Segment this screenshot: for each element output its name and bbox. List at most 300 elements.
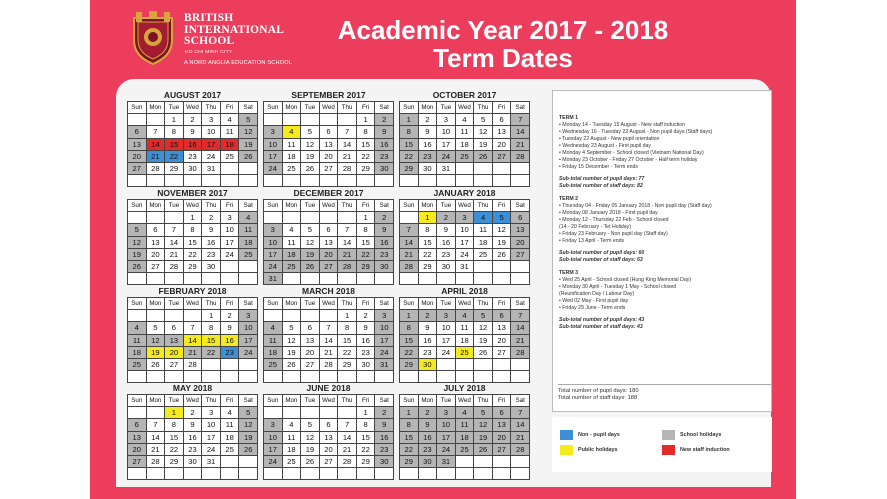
calendar-empty-cell [511,359,529,370]
calendar-empty-cell [419,175,437,186]
calendar-day: 29 [184,261,202,272]
calendar-day: 11 [128,335,146,346]
weekday-header: Fri [221,200,239,211]
school-crest-icon [128,10,178,66]
calendar-empty-cell [474,456,492,467]
calendar-day: 12 [147,335,165,346]
calendar-day: 6 [320,224,338,235]
calendar-day: 28 [165,261,183,272]
calendar-empty-cell [456,371,474,382]
calendar-day: 21 [147,444,165,455]
calendar-day: 20 [511,237,529,248]
calendar-day: 27 [320,456,338,467]
calendar-day: 12 [301,237,319,248]
calendar-day: 6 [493,407,511,418]
calendar-day: 22 [184,249,202,260]
calendar-empty-cell [320,407,338,418]
month-grid [127,101,258,187]
term-subtotal: Sub-total number of staff days: 43 [559,324,643,330]
calendar-empty-cell [147,310,165,321]
weekday-header: Sat [511,298,529,309]
weekday-header: Thu [474,200,492,211]
calendar-empty-cell [264,114,282,125]
month-title: JULY 2018 [443,383,486,393]
weekday-header: Sun [400,102,418,113]
weekday-header: Mon [283,200,301,211]
calendar-day: 11 [456,322,474,333]
calendar-day: 9 [375,224,393,235]
calendar-empty-cell [493,273,511,284]
calendar-day: 16 [419,139,437,150]
term-item [559,291,764,298]
calendar-day: 2 [375,114,393,125]
calendar-empty-cell [437,359,455,370]
month-title: DECEMBER 2017 [293,188,364,198]
calendar-day: 11 [239,224,257,235]
month-calendar [263,286,394,383]
weekday-header: Sun [400,200,418,211]
calendar-day: 10 [264,237,282,248]
calendar-empty-cell [147,371,165,382]
calendar-empty-cell [320,468,338,479]
calendar-day: 5 [474,310,492,321]
weekday-header: Mon [419,395,437,406]
weekday-header: Sat [239,102,257,113]
calendar-day: 28 [400,261,418,272]
calendar-day: 21 [400,249,418,260]
calendar-day: 30 [375,261,393,272]
calendar-empty-cell [264,468,282,479]
calendar-day: 26 [301,163,319,174]
calendar-day: 10 [437,419,455,430]
calendar-empty-cell [511,261,529,272]
calendar-day: 17 [437,139,455,150]
calendar-empty-cell [184,468,202,479]
calendar-day: 10 [264,139,282,150]
month-grid [263,199,394,285]
school-city: HO CHI MINH CITY [185,50,233,55]
calendar-day: 13 [493,126,511,137]
calendar-empty-cell [221,175,239,186]
calendar-day: 29 [165,456,183,467]
calendar-day: 29 [400,163,418,174]
calendar-empty-cell [283,175,301,186]
calendar-day: 27 [320,163,338,174]
calendar-empty-cell [419,273,437,284]
calendar-day: 26 [301,261,319,272]
calendar-day: 5 [239,407,257,418]
calendar-empty-cell [184,273,202,284]
month-calendar [263,188,394,285]
calendar-empty-cell [264,310,282,321]
calendar-empty-cell [283,273,301,284]
calendar-day: 10 [375,322,393,333]
calendar-empty-cell [493,359,511,370]
calendar-empty-cell [264,212,282,223]
calendar-day: 28 [338,163,356,174]
calendar-day: 14 [400,237,418,248]
legend-staff-induction-label: New staff induction [680,447,730,453]
calendar-day: 14 [184,335,202,346]
page-title [320,16,686,72]
calendar-day: 9 [419,322,437,333]
calendar-empty-cell [511,456,529,467]
calendar-empty-cell [338,212,356,223]
calendar-empty-cell [320,273,338,284]
calendar-day: 21 [338,444,356,455]
calendar-empty-cell [239,371,257,382]
calendar-day: 25 [474,249,492,260]
bullet-icon: • [559,210,563,216]
calendar-empty-cell [357,371,375,382]
calendar-day: 8 [202,322,220,333]
calendar-day: 10 [202,419,220,430]
calendar-day: 3 [264,224,282,235]
term-item [559,238,764,245]
calendar-day: 25 [456,151,474,162]
calendar-day: 16 [419,335,437,346]
calendar-day: 18 [456,335,474,346]
calendar-day: 9 [419,126,437,137]
calendar-day: 20 [301,347,319,358]
weekday-header: Wed [456,395,474,406]
calendar-empty-cell [239,261,257,272]
weekday-header: Tue [437,395,455,406]
calendar-day: 8 [419,224,437,235]
calendar-day: 26 [474,444,492,455]
calendar-day: 11 [283,139,301,150]
calendar-empty-cell [184,310,202,321]
calendar-day: 16 [221,335,239,346]
calendar-empty-cell [202,468,220,479]
calendar-empty-cell [456,468,474,479]
month-title: APRIL 2018 [441,286,488,296]
calendar-day: 17 [437,432,455,443]
calendar-empty-cell [320,114,338,125]
calendar-day: 27 [493,347,511,358]
weekday-header: Sat [375,298,393,309]
calendar-day: 1 [357,212,375,223]
calendar-day: 29 [400,359,418,370]
calendar-day: 30 [419,163,437,174]
calendar-day: 26 [474,151,492,162]
calendar-day: 29 [400,456,418,467]
calendar-day: 21 [184,347,202,358]
calendar-day: 19 [283,347,301,358]
calendar-day: 5 [474,407,492,418]
calendar-empty-cell [202,273,220,284]
weekday-header: Sat [375,102,393,113]
term-subtotal: Sub-total number of staff days: 82 [559,183,643,189]
calendar-day: 12 [283,335,301,346]
calendar-day: 5 [301,126,319,137]
weekday-header: Mon [147,298,165,309]
calendar-empty-cell [221,468,239,479]
calendar-day: 30 [437,261,455,272]
term-item-text: Friday 23 February - Non pupil day (Staff day) [562,231,668,237]
calendar-day: 24 [221,249,239,260]
calendar-day: 19 [474,139,492,150]
term-item [559,203,764,210]
term-item-text: Monday 23 October - Friday 27 October - Half term holiday [562,157,698,163]
calendar-day: 24 [202,151,220,162]
calendar-day: 7 [320,322,338,333]
calendar-empty-cell [221,456,239,467]
weekday-header: Thu [338,200,356,211]
legend-non-pupil-label: Non - pupil days [578,432,620,438]
calendar-day: 18 [264,347,282,358]
calendar-empty-cell [320,175,338,186]
calendar-day: 7 [338,419,356,430]
calendar-day: 25 [239,249,257,260]
calendar-day: 15 [184,237,202,248]
calendar-day: 30 [184,163,202,174]
calendar-day: 6 [128,126,146,137]
calendar-day: 26 [301,456,319,467]
calendar-empty-cell [184,371,202,382]
calendar-day: 27 [128,456,146,467]
calendar-day: 30 [202,261,220,272]
calendar-day: 19 [474,432,492,443]
calendar-day: 7 [147,126,165,137]
calendar-empty-cell [128,468,146,479]
bullet-icon: • [559,157,563,163]
weekday-header: Tue [437,200,455,211]
weekday-header: Sun [400,298,418,309]
calendar-empty-cell [493,175,511,186]
calendar-day: 18 [221,139,239,150]
calendar-day: 27 [128,163,146,174]
weekday-header: Wed [320,395,338,406]
calendar-day: 20 [320,444,338,455]
calendar-day: 27 [147,261,165,272]
calendar-day: 18 [283,249,301,260]
calendar-day: 8 [400,419,418,430]
calendar-empty-cell [165,468,183,479]
calendar-day: 7 [338,126,356,137]
weekday-header: Wed [184,298,202,309]
calendar-day: 13 [128,432,146,443]
bullet-icon: • [559,238,563,244]
calendar-day: 31 [375,359,393,370]
calendar-day: 25 [283,261,301,272]
calendar-empty-cell [165,310,183,321]
calendar-empty-cell [221,273,239,284]
calendar-day: 25 [221,151,239,162]
calendar-day: 27 [493,151,511,162]
calendar-empty-cell [264,371,282,382]
school-tagline: A NORD ANGLIA EDUCATION SCHOOL [184,60,293,66]
calendar-day: 10 [437,322,455,333]
calendar-day: 26 [128,261,146,272]
calendar-empty-cell [283,371,301,382]
calendar-empty-cell [338,175,356,186]
calendar-day: 8 [357,224,375,235]
weekday-header: Fri [493,200,511,211]
term-subtotal: Sub-total number of staff days: 63 [559,257,643,263]
calendar-day: 17 [202,139,220,150]
weekday-header: Thu [202,200,220,211]
calendar-day: 28 [338,261,356,272]
weekday-header: Wed [184,102,202,113]
calendar-day: 2 [375,212,393,223]
term-item [559,305,764,312]
school-name-line3: SCHOOL [184,35,235,47]
legend-swatch-grey [662,430,675,440]
calendar-empty-cell [437,468,455,479]
calendar-day: 21 [511,139,529,150]
weekday-header: Sun [264,200,282,211]
calendar-empty-cell [474,359,492,370]
legend-staff-induction [662,445,730,455]
calendar-day: 7 [338,224,356,235]
calendar-empty-cell [301,407,319,418]
title-line2: Term Dates [433,43,573,73]
weekday-header: Fri [357,200,375,211]
term-subtotal: Sub-total number of pupil days: 60 [559,250,645,256]
calendar-day: 30 [375,163,393,174]
calendar-day: 9 [184,419,202,430]
calendar-day: 20 [147,249,165,260]
legend [552,417,772,472]
calendar-day: 24 [202,444,220,455]
calendar-empty-cell [301,273,319,284]
calendar-day: 6 [511,212,529,223]
legend-school-holidays-label: School holidays [680,432,722,438]
calendar-empty-cell [128,407,146,418]
calendar-empty-cell [128,175,146,186]
calendar-empty-cell [147,212,165,223]
calendar-day: 27 [493,444,511,455]
calendar-day: 14 [511,322,529,333]
calendar-day: 30 [375,456,393,467]
calendar-day: 2 [202,212,220,223]
calendar-day: 11 [456,419,474,430]
calendar-day: 4 [283,419,301,430]
total-pupil-days: Total number of pupil days: 180 [558,388,639,394]
calendar-day: 3 [239,310,257,321]
weekday-header: Sat [239,200,257,211]
calendar-day: 10 [202,126,220,137]
weekday-header: Tue [301,298,319,309]
calendar-day: 2 [419,114,437,125]
calendar-empty-cell [239,359,257,370]
calendar-day: 1 [400,310,418,321]
calendar-empty-cell [456,273,474,284]
legend-swatch-yellow [560,445,573,455]
calendar-day: 11 [456,126,474,137]
calendar-day: 28 [511,444,529,455]
calendar-empty-cell [320,371,338,382]
calendar-day: 31 [456,261,474,272]
weekday-header: Tue [301,200,319,211]
month-calendar [127,188,258,285]
calendar-day: 13 [147,237,165,248]
calendar-day: 6 [165,322,183,333]
calendar-day: 8 [165,419,183,430]
calendar-day: 23 [184,151,202,162]
month-calendar [399,90,530,187]
calendar-day: 16 [184,432,202,443]
calendar-empty-cell [165,175,183,186]
calendar-empty-cell [511,175,529,186]
term-item [559,143,764,150]
calendar-empty-cell [264,407,282,418]
calendar-empty-cell [456,175,474,186]
calendar-empty-cell [239,468,257,479]
calendar-empty-cell [456,456,474,467]
calendar-day: 8 [400,126,418,137]
calendar-day: 23 [437,249,455,260]
month-title: OCTOBER 2017 [432,90,497,100]
weekday-header: Thu [338,102,356,113]
term-item-text: (14 - 20 February - Tet Holiday) [559,224,631,230]
bullet-icon: • [559,129,563,135]
bullet-icon: • [559,298,563,304]
weekday-header: Tue [437,298,455,309]
calendar-day: 24 [437,347,455,358]
term-list [559,115,764,331]
calendar-day: 19 [301,151,319,162]
weekday-header: Sun [264,395,282,406]
calendar-empty-cell [493,163,511,174]
calendar-day: 31 [437,456,455,467]
calendar-day: 1 [357,407,375,418]
calendar-day: 2 [437,212,455,223]
calendar-empty-cell [511,468,529,479]
weekday-header: Wed [320,200,338,211]
calendar-empty-cell [400,273,418,284]
calendar-day: 1 [400,407,418,418]
legend-swatch-red [662,445,675,455]
calendar-day: 12 [474,419,492,430]
calendar-day: 10 [437,126,455,137]
bullet-icon: • [559,143,563,149]
term-item [559,217,764,224]
calendar-empty-cell [184,175,202,186]
calendar-day: 22 [357,249,375,260]
weekday-header: Mon [147,200,165,211]
calendar-empty-cell [283,407,301,418]
calendar-day: 3 [202,407,220,418]
weekday-header: Sat [375,395,393,406]
calendar-empty-cell [165,371,183,382]
calendar-day: 1 [165,114,183,125]
calendar-empty-cell [493,468,511,479]
weekday-header: Wed [456,102,474,113]
weekday-header: Wed [456,298,474,309]
calendar-empty-cell [264,175,282,186]
weekday-header: Fri [357,298,375,309]
calendar-day: 14 [147,139,165,150]
month-calendar [127,383,258,480]
calendar-empty-cell [301,468,319,479]
term-item-text: Monday 4 September - School closed (Vietnam National Day) [562,150,704,156]
weekday-header: Sun [264,298,282,309]
weekday-header: Sat [375,200,393,211]
calendar-day: 21 [147,151,165,162]
calendar-day: 2 [184,407,202,418]
calendar-day: 11 [283,432,301,443]
calendar-day: 24 [264,261,282,272]
weekday-header: Sun [400,395,418,406]
calendar-day: 15 [338,335,356,346]
term-item-text: Friday 29 June - Term ends [562,305,626,311]
calendar-day: 2 [221,310,239,321]
calendar-day: 10 [456,224,474,235]
calendar-day: 17 [221,237,239,248]
month-grid [399,394,530,480]
